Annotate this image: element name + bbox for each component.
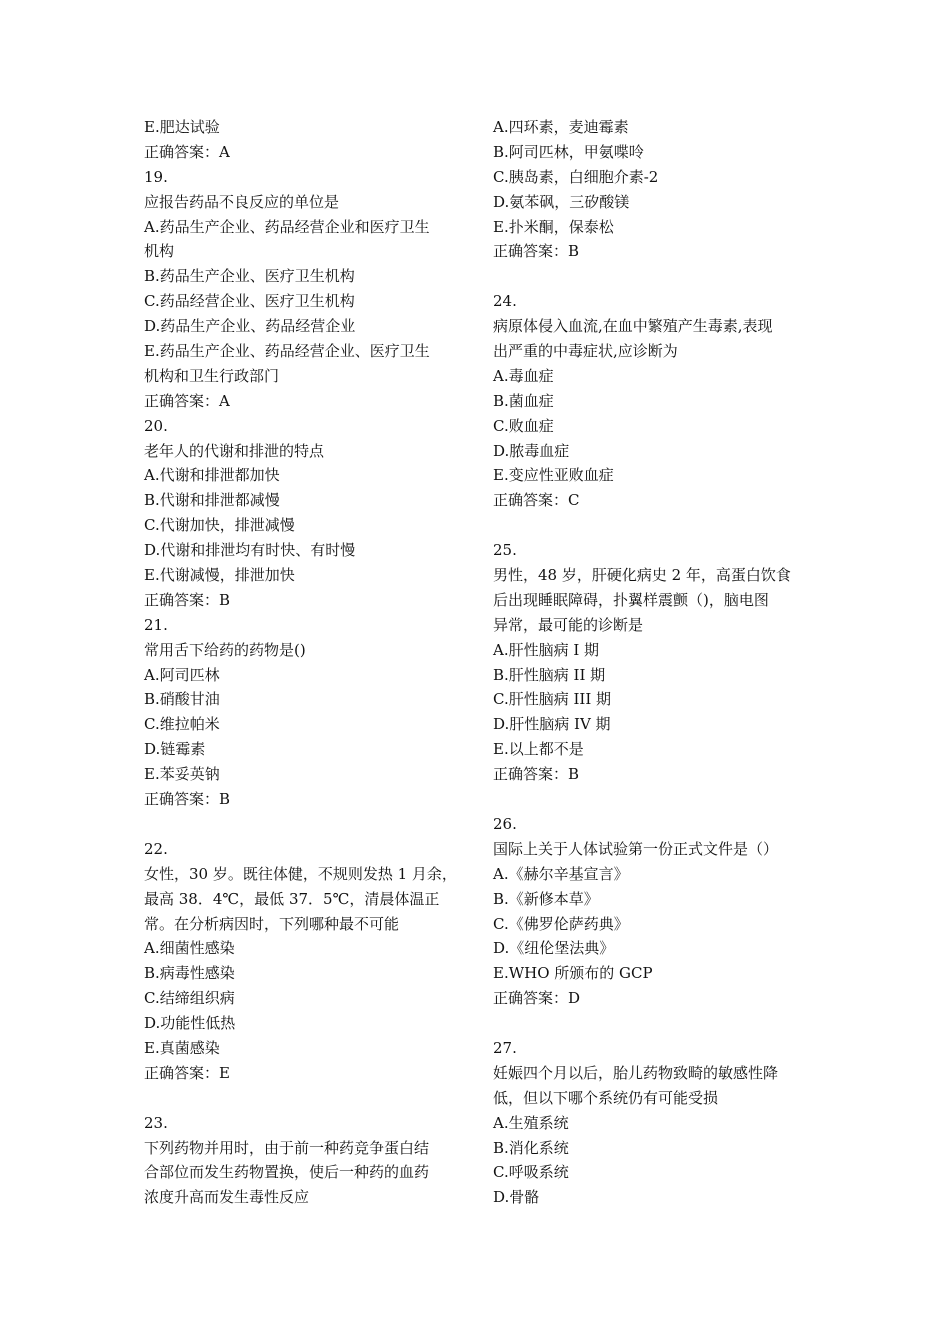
right-column-line: 妊娠四个月以后，胎儿药物致畸的敏感性降 <box>493 1063 779 1082</box>
right-column-line: D.骨骼 <box>493 1188 540 1207</box>
left-column-line: 应报告药品不良反应的单位是 <box>144 192 340 211</box>
left-column-line: A.细菌性感染 <box>144 939 235 958</box>
left-column-line: E.肥达试验 <box>144 118 220 136</box>
right-column-line: A.《赫尔辛基宣言》 <box>493 864 629 883</box>
right-column-line: D.肝性脑病 IV 期 <box>493 715 611 734</box>
right-column-line <box>493 264 823 289</box>
right-column-line: 男性，48 岁，肝硬化病史 2 年，高蛋白饮食 <box>493 566 791 585</box>
left-column-line: A.阿司匹林 <box>144 665 220 684</box>
right-column-line: 正确答案：B <box>493 765 580 784</box>
left-column-line: 22. <box>144 839 168 858</box>
left-column-line: B.硝酸甘油 <box>144 690 220 709</box>
left-column-line: 正确答案：A <box>144 391 230 410</box>
right-column-line: C.败血症 <box>493 416 554 435</box>
left-column-line: D.代谢和排泄均有时快、有时慢 <box>144 541 356 560</box>
left-column-line: 合部位而发生药物置换，使后一种药的血药 <box>144 1163 430 1182</box>
left-column-line: 下列药物并用时，由于前一种药竞争蛋白结 <box>144 1138 430 1157</box>
right-column-line: A.生殖系统 <box>493 1113 569 1132</box>
left-column-line: 老年人的代谢和排泄的特点 <box>144 441 325 460</box>
right-column-line: 国际上关于人体试验第一份正式文件是（） <box>493 839 779 858</box>
right-column-line: E.WHO 所颁布的 GCP <box>493 964 653 983</box>
left-column-line: 正确答案：B <box>144 790 231 809</box>
right-column-line: 24. <box>493 292 517 311</box>
right-column-line: E.扑米酮，保泰松 <box>493 217 614 236</box>
right-column-line <box>493 787 823 812</box>
right-column-line: D.脓毒血症 <box>493 441 570 460</box>
right-column-line: 异常，最可能的诊断是 <box>493 615 644 634</box>
left-column-line <box>144 1086 474 1111</box>
right-column-line: 病原体侵入血流,在血中繁殖产生毒素,表现 <box>493 317 773 336</box>
right-column-line: 后出现睡眠障碍，扑翼样震颤（)，脑电图 <box>493 590 769 609</box>
left-column-line: E.真菌感染 <box>144 1038 220 1057</box>
right-column-line: C.胰岛素，白细胞介素-2 <box>493 167 659 186</box>
right-column-line: D.氨苯砜，三矽酸镁 <box>493 192 630 211</box>
left-column-line: C.结缔组织病 <box>144 989 235 1008</box>
left-column-line: B.代谢和排泄都减慢 <box>144 491 280 510</box>
right-column-line <box>493 1011 823 1036</box>
right-column-line: C.《佛罗伦萨药典》 <box>493 914 629 933</box>
left-column-line: A.药品生产企业、药品经营企业和医疗卫生 <box>144 217 430 236</box>
left-column-line: B.病毒性感染 <box>144 964 235 983</box>
right-column-line: 27. <box>493 1038 517 1057</box>
right-column-line: C.呼吸系统 <box>493 1163 569 1182</box>
right-column-line: E.以上都不是 <box>493 740 584 759</box>
left-column-line: 正确答案：A <box>144 142 230 161</box>
left-column-line: 正确答案：E <box>144 1063 230 1082</box>
left-column-line <box>144 812 474 837</box>
right-column-line: B.消化系统 <box>493 1138 569 1157</box>
left-column-line: D.链霉素 <box>144 740 206 759</box>
right-column-line: B.肝性脑病 II 期 <box>493 665 606 684</box>
right-column-line: A.四环素，麦迪霉素 <box>493 118 629 136</box>
right-column-line: 正确答案：B <box>493 242 580 261</box>
right-column-line: B.菌血症 <box>493 391 554 410</box>
right-column-line: B.阿司匹林，甲氨喋呤 <box>493 142 644 161</box>
right-column-line: 26. <box>493 814 517 833</box>
left-column-line: C.药品经营企业、医疗卫生机构 <box>144 292 355 311</box>
left-column-line: 19. <box>144 167 168 186</box>
left-column-line: C.维拉帕米 <box>144 715 220 734</box>
left-column-line: E.苯妥英钠 <box>144 765 220 784</box>
left-column-line: E.药品生产企业、药品经营企业、医疗卫生 <box>144 342 430 361</box>
left-column-line: D.药品生产企业、药品经营企业 <box>144 317 356 336</box>
left-column-line: B.药品生产企业、医疗卫生机构 <box>144 267 355 286</box>
left-column-line: 机构和卫生行政部门 <box>144 366 280 385</box>
left-column-line: C.代谢加快，排泄减慢 <box>144 516 295 535</box>
left-column-line: 21. <box>144 615 168 634</box>
left-column-line: E.代谢减慢，排泄加快 <box>144 566 295 585</box>
right-column-line: A.毒血症 <box>493 366 554 385</box>
left-text-column <box>144 115 474 1210</box>
right-column-line: C.肝性脑病 III 期 <box>493 690 612 709</box>
right-column-line: 低，但以下哪个系统仍有可能受损 <box>493 1088 719 1107</box>
right-column-line: A.肝性脑病 I 期 <box>493 640 600 659</box>
left-column-line: 机构 <box>144 242 175 261</box>
left-column-line: 浓度升高而发生毒性反应 <box>144 1188 310 1207</box>
left-column-line: 20. <box>144 416 168 435</box>
right-column-line: 出严重的中毒症状,应诊断为 <box>493 342 678 361</box>
left-column-line: D.功能性低热 <box>144 1014 236 1033</box>
left-column-line: 常用舌下给药的药物是() <box>144 640 306 659</box>
right-column-line: D.《纽伦堡法典》 <box>493 939 615 958</box>
right-column-line: 正确答案：C <box>493 491 580 510</box>
right-column-line <box>493 513 823 538</box>
right-column-line: 正确答案：D <box>493 989 581 1008</box>
left-column-line: 女性，30 岁。既往体健，不规则发热 1 月余， <box>144 864 457 883</box>
right-column-line: E.变应性亚败血症 <box>493 466 614 485</box>
right-column-line: 25. <box>493 541 517 560</box>
left-column-line: 正确答案：B <box>144 590 231 609</box>
left-column-line: A.代谢和排泄都加快 <box>144 466 280 485</box>
left-column-line: 最高 38．4℃，最低 37．5℃，清晨体温正 <box>144 889 440 908</box>
left-column-line: 常。在分析病因时，下列哪种最不可能 <box>144 914 400 933</box>
right-column-line: B.《新修本草》 <box>493 889 599 908</box>
left-column-line: 23. <box>144 1113 168 1132</box>
right-text-column <box>493 115 823 1210</box>
